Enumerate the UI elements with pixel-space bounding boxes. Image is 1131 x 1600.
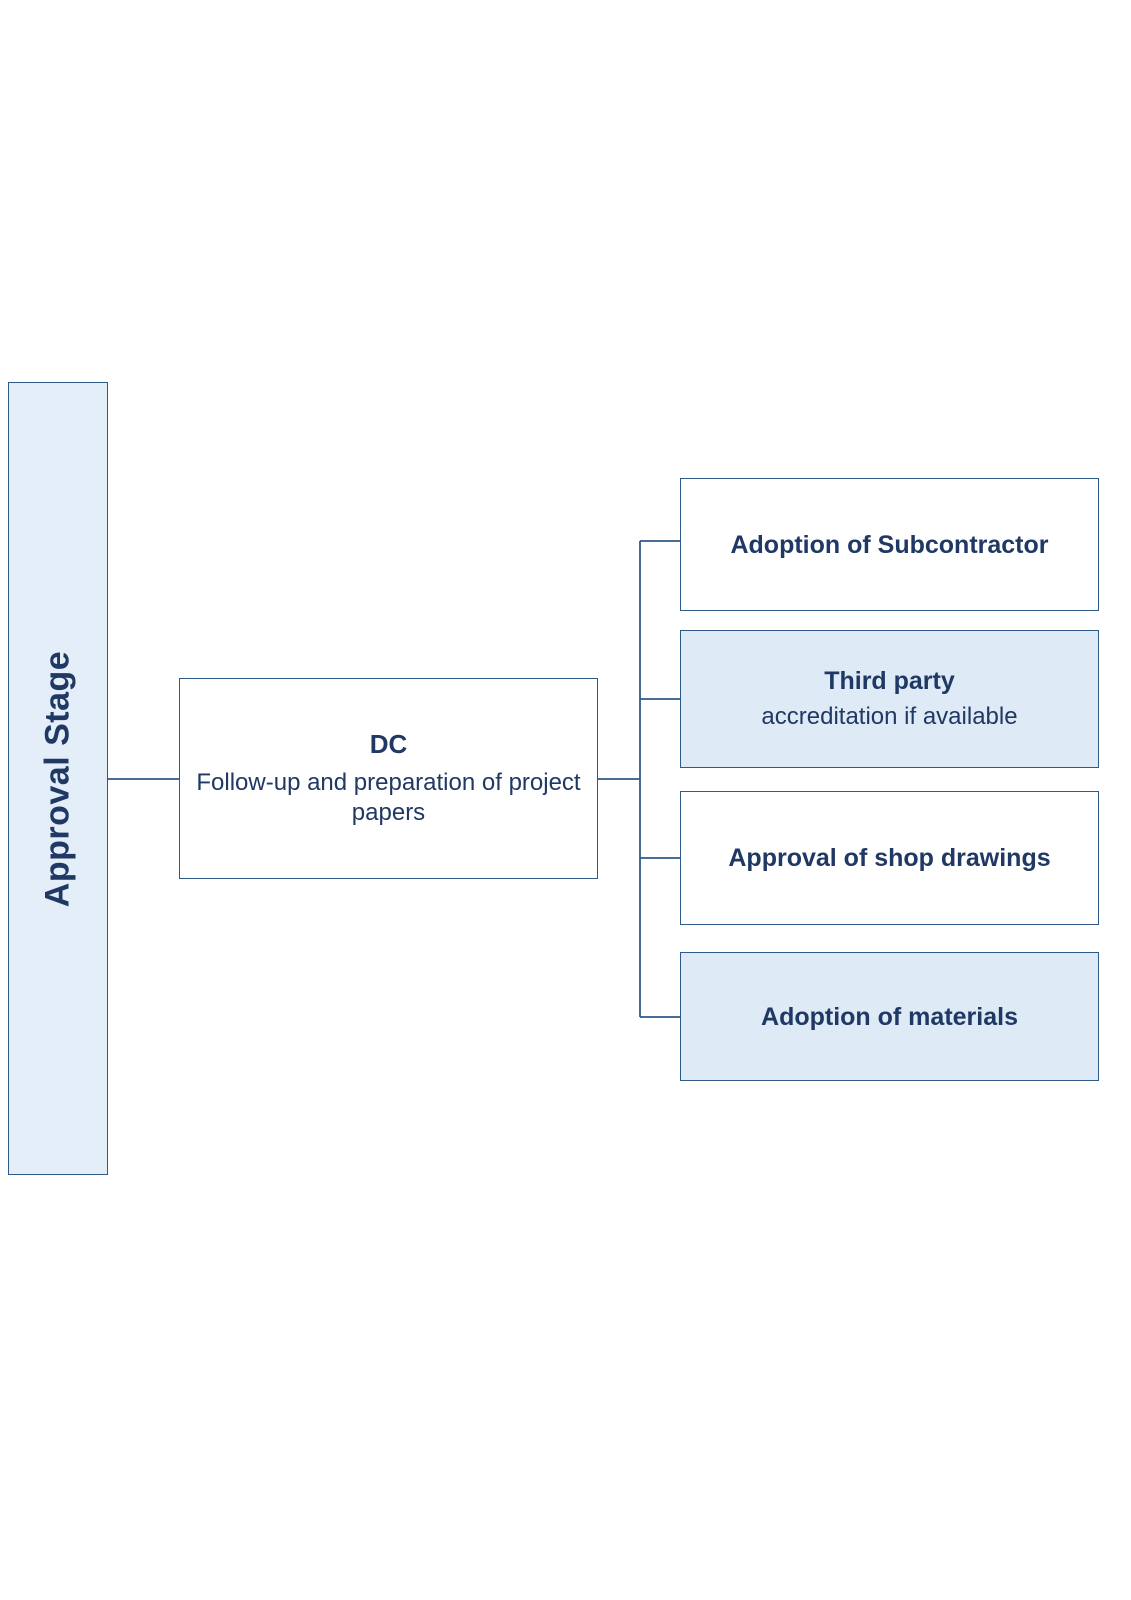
stage-bar-label: Approval Stage [38, 650, 77, 907]
node-branch-2-title: Third party [824, 667, 955, 695]
node-root-subtitle: Follow-up and preparation of project papers [196, 769, 581, 826]
node-branch-4 [680, 952, 1099, 1081]
node-branch-2 [680, 630, 1099, 768]
node-branch-1 [680, 478, 1099, 611]
node-branch-3-title: Approval of shop drawings [728, 844, 1051, 872]
node-branch-2-subtitle: accreditation if available [761, 703, 1018, 730]
node-branch-4-title: Adoption of materials [761, 1002, 1018, 1031]
node-branch-3 [680, 791, 1099, 925]
stage-bar [8, 382, 108, 1175]
node-root-title: DC [369, 729, 408, 759]
node-branch-1-title: Adoption of Subcontractor [730, 530, 1049, 559]
node-root [179, 678, 598, 879]
